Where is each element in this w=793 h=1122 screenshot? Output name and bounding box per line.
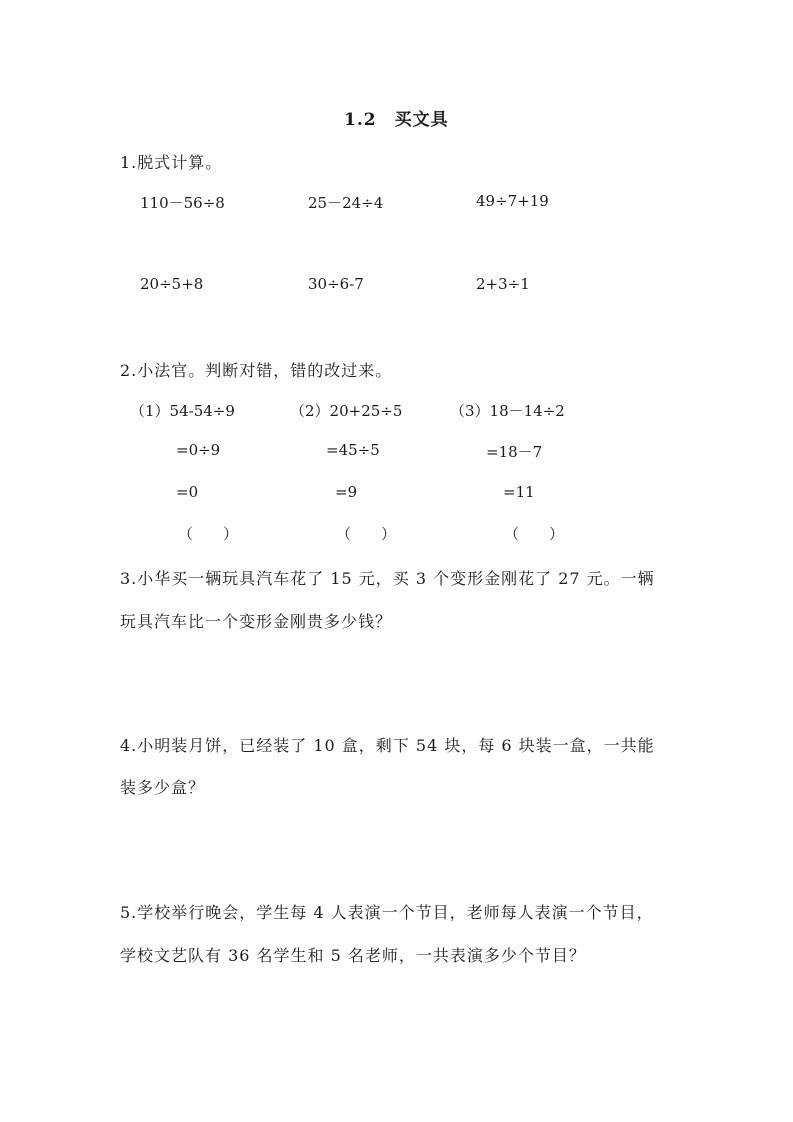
q2-item1-step2: =0: [176, 483, 199, 501]
q2-item1-judge: （ ）: [178, 525, 239, 543]
q1-expr-3: 49÷7+19: [476, 192, 549, 210]
q2-item3-expr: （3）18－14÷2: [450, 402, 565, 420]
page-title: 1.2 买文具: [344, 110, 449, 130]
q1-expr-2: 25－24÷4: [308, 194, 384, 212]
q4-line-1: 4.小明装月饼，已经装了 10 盒，剩下 54 块，每 6 块装一盒，一共能: [120, 736, 655, 755]
q2-heading: 2.小法官。判断对错，错的改过来。: [120, 361, 393, 380]
q2-item3-judge: （ ）: [504, 525, 565, 543]
q1-expr-6: 2+3÷1: [476, 275, 530, 293]
q2-item3-step2: =11: [503, 483, 535, 501]
q4-line-2: 装多少盒？: [120, 778, 206, 797]
q2-item1-step1: =0÷9: [176, 441, 221, 459]
q2-item2-judge: （ ）: [336, 525, 397, 543]
q5-line-1: 5.学校举行晚会，学生每 4 人表演一个节目，老师每人表演一个节目，: [120, 903, 654, 922]
q2-item1-expr: （1）54-54÷9: [130, 402, 235, 420]
q2-item2-step2: =9: [335, 483, 358, 501]
q1-expr-4: 20÷5+8: [140, 275, 204, 293]
q3-line-2: 玩具汽车比一个变形金刚贵多少钱？: [120, 612, 393, 631]
q2-item3-step1: =18－7: [486, 443, 543, 461]
q1-expr-1: 110－56÷8: [140, 194, 225, 212]
q3-line-1: 3.小华买一辆玩具汽车花了 15 元，买 3 个变形金刚花了 27 元。一辆: [120, 569, 655, 588]
q5-line-2: 学校文艺队有 36 名学生和 5 名老师，一共表演多少个节目？: [120, 946, 586, 965]
q2-item2-expr: （2）20+25÷5: [290, 402, 403, 420]
q2-item2-step1: =45÷5: [326, 441, 380, 459]
q1-heading: 1.脱式计算。: [120, 153, 223, 172]
q1-expr-5: 30÷6-7: [308, 275, 364, 293]
